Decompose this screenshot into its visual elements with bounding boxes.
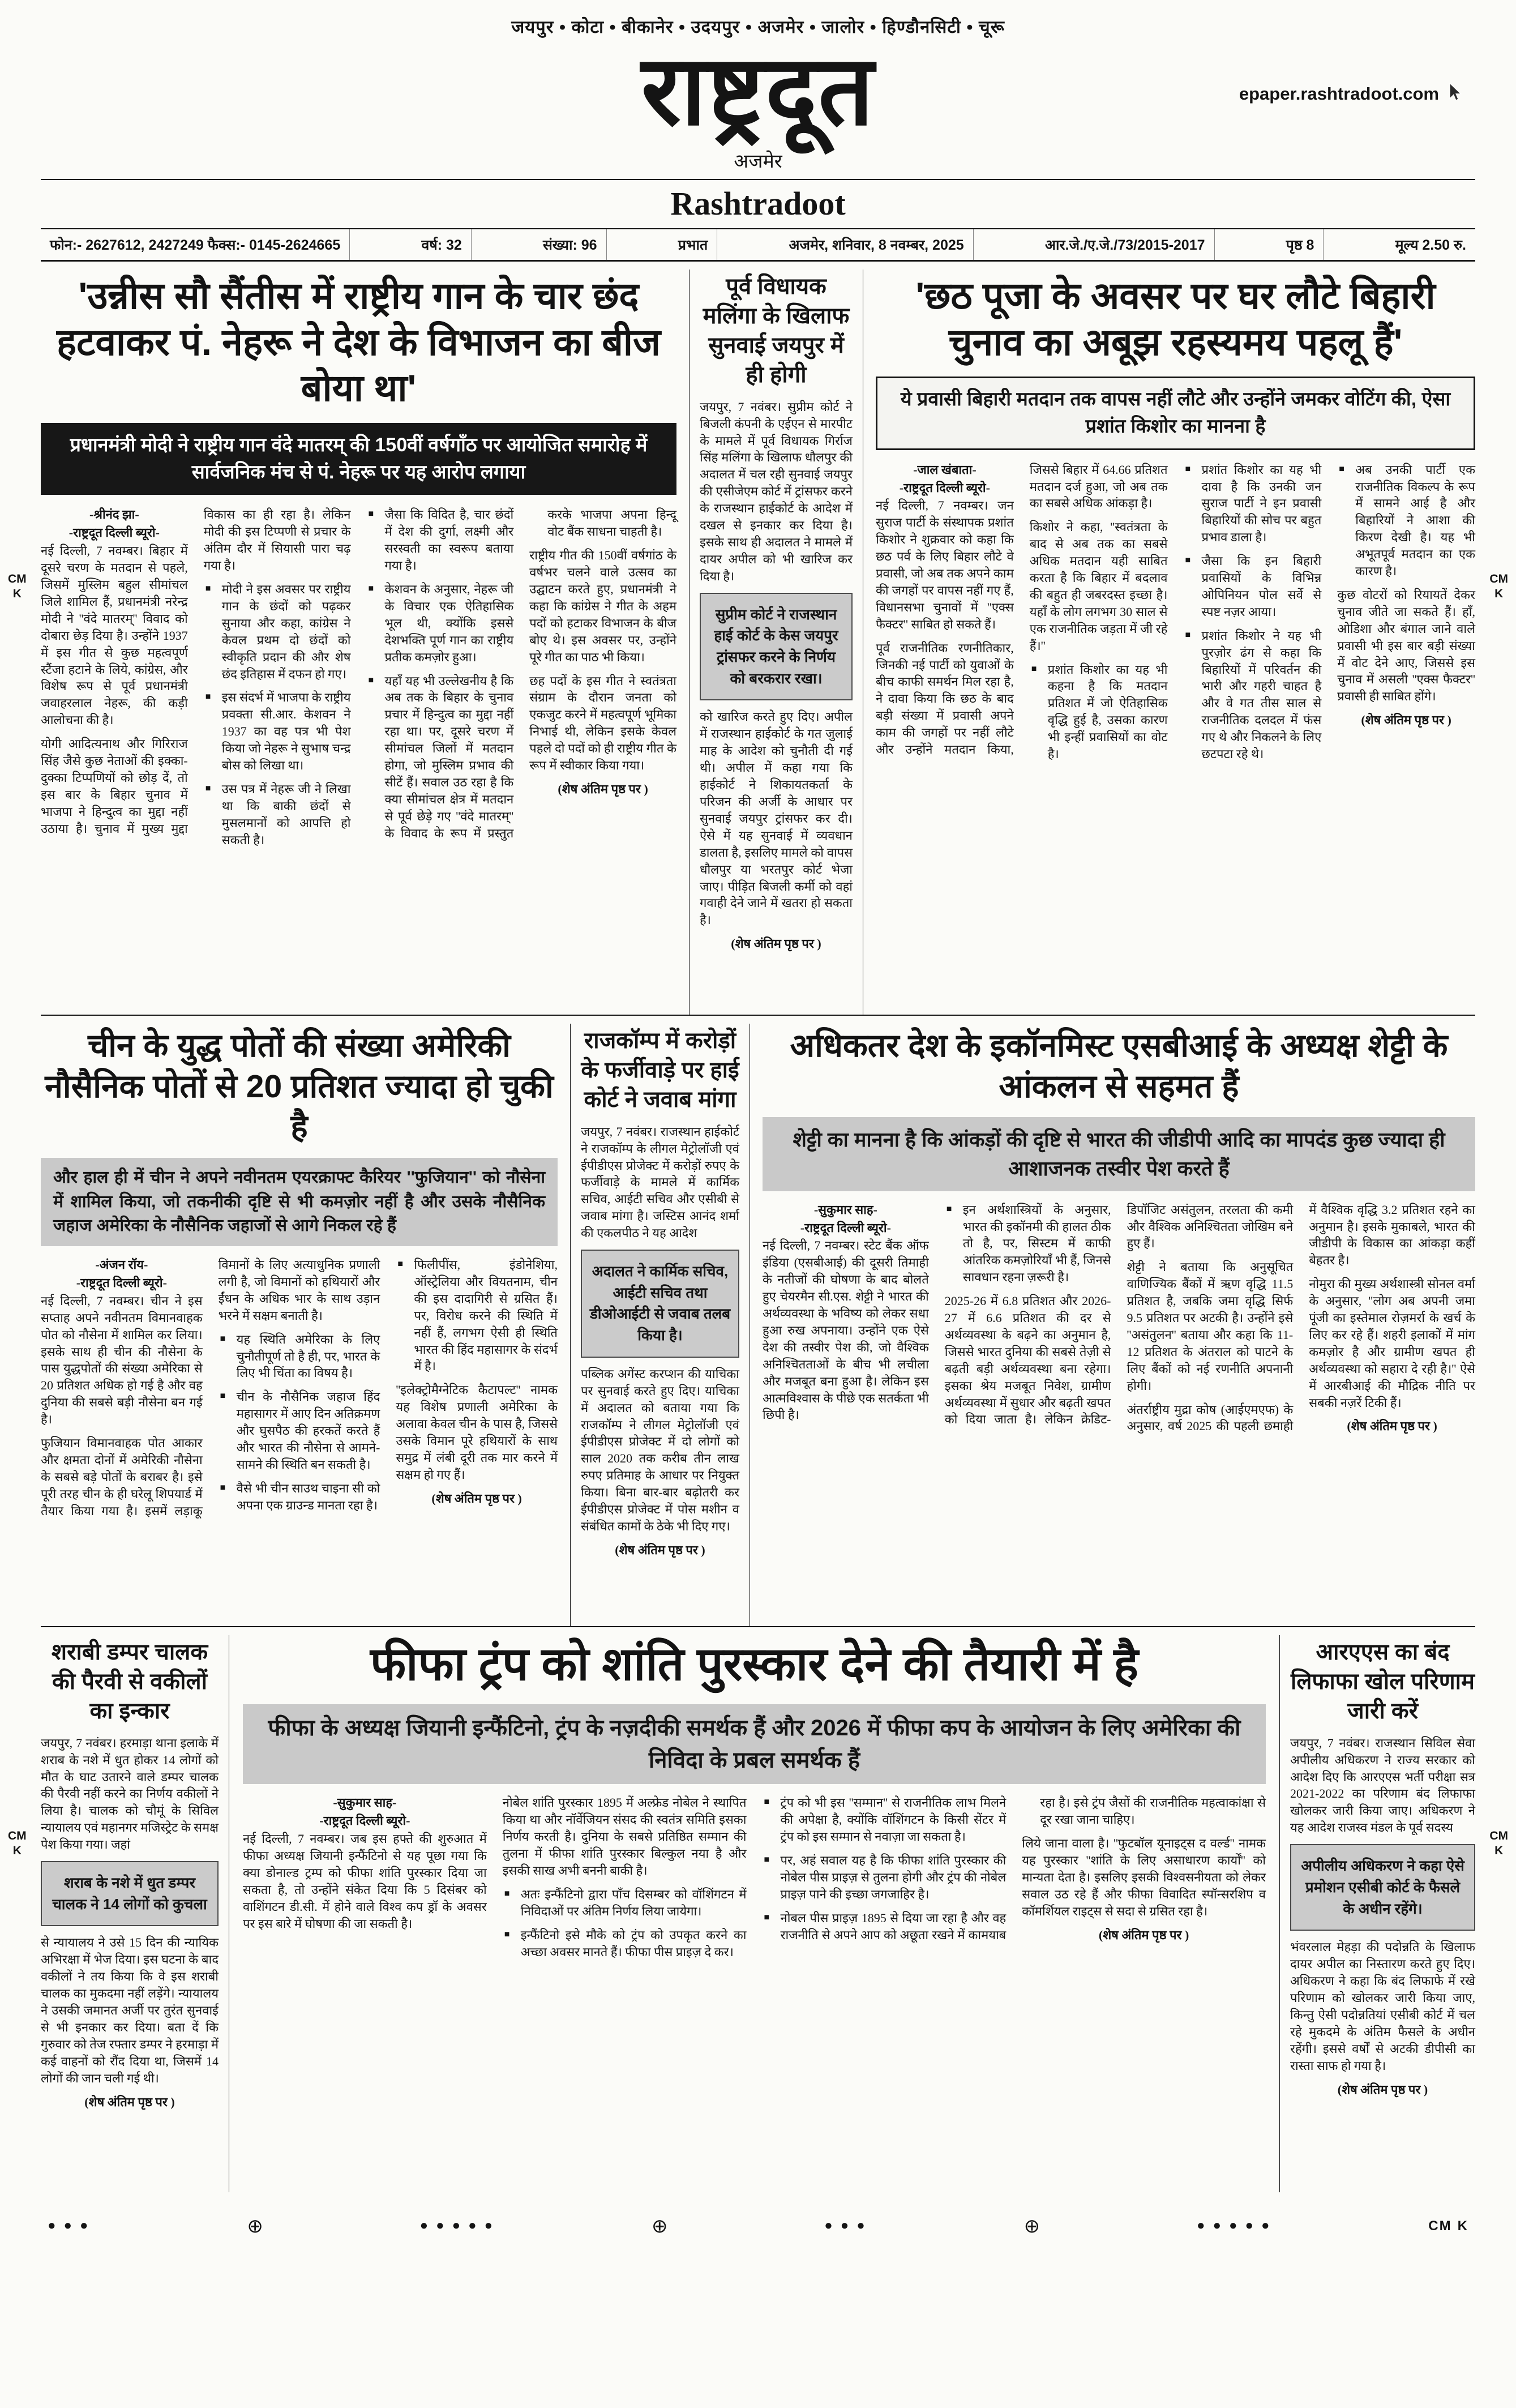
bullet-item: ■ नोबल पीस प्राइज़ 1895 से दिया जा रहा है और वह राजनीति से अपने आप को अछूता रखने में कामयाब रहा है। इसे ट्रंप जैसों की राजनीतिक महत्वाकांक्षा से दूर रखा जाना चाहिए। [763, 1794, 1266, 1960]
fifa-body [243, 1794, 1266, 1960]
k-mark: K [12, 587, 22, 601]
sbi-kicker: शेट्टी का मानना है कि आंकड़ों की दृष्टि से भारत की जीडीपी आदि का मापदंड कुछ ज्यादा ही आशाजनक तस्वीर पेश करते हैं [763, 1117, 1475, 1191]
price: मूल्य 2.50 रु. [1395, 237, 1466, 253]
paragraph: जयपुर, 7 नवंबर। सुप्रीम कोर्ट ने बिजली कंपनी के एईएन से मारपीट के मामले में पूर्व विधायक गिर्राज सिंह मलिंगा के खिलाफ धौलपुर की अदालत में चल रही सुनवाई जयपुर की एसीजेएम कोर्ट में ट्रांसफर करने के राजस्थान हाईकोर्ट के आदेश में दखल से इनकार कर दिया है। इसके साथ ही अदालत ने मामले में दायर अपील को भी खारिज कर दिया है। [700, 399, 853, 583]
bullet-item: ■ यह स्थिति अमेरिका के लिए चुनौतीपूर्ण तो है ही, पर, भारत के लिए भी चिंता का विषय है। [219, 1331, 380, 1382]
info-bar [41, 228, 1475, 262]
edition-name: प्रभात [669, 229, 718, 260]
registration-mark [8, 572, 27, 602]
volume: वर्ष: 32 [412, 229, 471, 260]
anthem-kicker: प्रधानमंत्री मोदी ने राष्ट्रीय गान वंदे मातरम् की 150वीं वर्षगाँठ पर आयोजित समारोह में सार्वजनिक मंच से पं. नेहरू पर यह आरोप लगाया [41, 423, 676, 495]
bullet-item: ■ चीन के नौसैनिक जहाज हिंद महासागर में आए दिन अतिक्रमण और घुसपैठ की हरकतें करते हैं और भारत की नौसेना से आमने-सामने की स्थिति बन सकती है। [219, 1388, 380, 1473]
story-rajcomp [570, 1024, 750, 1626]
rajcomp-body [581, 1123, 739, 1559]
china-headline: चीन के युद्ध पोतों की संख्या अमेरिकी नौसैनिक पोतों से 20 प्रतिशत ज्यादा हो चुकी है [45, 1027, 554, 1145]
cm-mark: CM [1489, 572, 1508, 585]
bihar-headline: 'छठ पूजा के अवसर पर घर लौटे बिहारी चुनाव का अबूझ रहस्यमय पहलू हैं' [915, 274, 1436, 363]
paragraph: फुजियान विमानवाहक पोत आकार और क्षमता दोनों में अमेरिकी नौसेना के सबसे बड़े पोतों के बराबर है। इसे पूरी तरह चीन के ही घरेलू शिपयार्ड में तैयार किया गया है। इसमें लड़ाकू विमानों के लिए अत्याधुनिक प्रणाली लगी है, जो विमानों को हथियारों और ईंधन के अधिक भार के साथ उड़ान भरने में सक्षम बनाती है। [41, 1257, 380, 1518]
continuation-note: (शेष अंतिम पृष्ठ पर ) [431, 1491, 522, 1505]
bullet-item: ■ वैसे भी चीन साउथ चाइना सी को अपना एक ग्राउन्ड मानता रहा है। [219, 1480, 380, 1514]
paragraph: ''इलेक्ट्रोमैग्नेटिक कैटापल्ट'' नामक यह विशेष प्रणाली अमेरिका के अलावा केवल चीन के पास है, जिससे उसके विमान पूरे हथियारों के साथ समुद्र में लंबी दूरी तक मार करने में सक्षम हो गए हैं। [396, 1383, 558, 1482]
newspaper-logo: राष्ट्रदूत [641, 38, 875, 146]
paragraph: नई दिल्ली, 7 नवम्बर। जब इस हफ्ते की शुरुआत में फीफा अध्यक्ष जियानी इन्फैंटिनो से यह पूछा गया कि क्या डोनाल्ड ट्रम्प को फीफा शांति पुरस्कार दिया जा सकता है, तो उन्होंने संकेत दिया कि 5 दिसंबर को वाशिंगटन डी.सी. में होने वाले विश्व कप ड्रॉ के अवसर पर इस बारे में घोषणा की जा सकती है। [243, 1832, 487, 1931]
bullet-item: ■ प्रशांत किशोर ने यह भी पुरज़ोर ढंग से कहा कि बिहारियों में परिवर्तन की भारी और गहरी चाहत है और वे गत तीस साल से राजनीतिक दलदल में फंस गए थे और निकलने के लिए छटपटा रहे थे। [1184, 627, 1322, 763]
bullet-item: ■ यहाँ यह भी उल्लेखनीय है कि अब तक के बिहार के चुनाव प्रचार में हिन्दुत्व का मुद्दा नहीं रहा था। पर, दूसरे चरण में सीमांचल जिलों में मतदान होगा, जो मुस्लिम प्रभाव की सीटें हैं। सवाल उठ रहा है कि क्या सीमांचल क्षेत्र में मतदान से पूर्व छेड़े गए ''वंदे मातरम्'' के विवाद के रूप में प्रस्तुत करके भाजपा अपना हिन्दू वोट बैंक साधना चाहती है। [367, 506, 677, 848]
story-china [41, 1024, 570, 1626]
story-ras [1280, 1635, 1475, 2192]
byline: -श्रीनंद झा- [89, 507, 139, 522]
bullet-item: ■ प्रशांत किशोर का यह भी दावा है कि उनकी जन सुराज पार्टी ने इन प्रवासी बिहारियों की सोच पर बहुत प्रभाव डाला है। [1184, 461, 1322, 546]
story-sbi [750, 1024, 1475, 1626]
paragraph: नई दिल्ली, 7 नवम्बर। जन सुराज पार्टी के संस्थापक प्रशांत किशोर ने शुक्रवार को कहा कि छठ पर्व के लिए बिहार लौटे वे प्रवासी, जो अब तक अपने काम की जगहों पर वापस नहीं गए हैं, विधानसभा चुनावों में ''एक्स फैक्टर'' साबित हो सकते हैं। [876, 498, 1014, 631]
ras-headline: आरएएस का बंद लिफाफा खोल परिणाम जारी करें [1291, 1639, 1475, 1723]
paragraph: अंतर्राष्ट्रीय मुद्रा कोष (आईएमएफ) के अनुसार, वर्ष 2025 की पहली छमाही में वैश्विक वृद्धि 3.2 प्रतिशत रहने का अनुमान है। इसके मुकाबले, भारत की जीडीपी के विकास का आंकड़ा कहीं बेहतर है। [1127, 1202, 1475, 1434]
byline: -सुकुमार साह- [333, 1795, 397, 1810]
continuation-note: (शेष अंतिम पृष्ठ पर ) [1361, 713, 1451, 728]
story-anthem-row [41, 270, 689, 1015]
newspaper-logo-latin: Rashtradoot [670, 185, 846, 222]
paragraph: जयपुर, 7 नवंबर। राजस्थान हाईकोर्ट ने राजकॉम्प के लीगल मेट्रोलॉजी एवं ईपीडीएस प्रोजेक्ट में करोड़ों रुपए के फर्जीवाड़े के मामले में कार्मिक सचिव, आईटी सचिव और एसीबी से जवाब मांगा है। जस्टिस आनंद शर्मा की एकलपीठ ने यह आदेश [581, 1124, 739, 1241]
byline: -राष्ट्रदूत दिल्ली ब्यूरो- [76, 1275, 167, 1290]
bullet-item: ■ फिलीपींस, इंडोनेशिया, ऑस्ट्रेलिया और वियतनाम, चीन की इस दादागिरी से ग्रसित हैं। पर, विरोध करने की स्थिति में नहीं हैं, लगभग ऐसी ही स्थिति भारत की हिंद महासागर के संदर्भ में है। [396, 1256, 558, 1375]
registration-mark [8, 1829, 27, 1859]
color-dots: ● ● ● [48, 2218, 91, 2234]
continuation-note: (शेष अंतिम पृष्ठ पर ) [1098, 1927, 1189, 1942]
bullet-item: ■ अब उनकी पार्टी एक राजनीतिक विकल्प के रूप में सामने आई है और बिहारियों ने आशा की किरण देखी है। यह भी अभूतपूर्व मतदान का एक कारण है। [1337, 461, 1475, 580]
logo-row [41, 40, 1475, 145]
paragraph: किशोर ने कहा, ''स्वतंत्रता के बाद से अब तक का सबसे अधिक मतदान यही साबित करता है कि बिहार में बदलाव की बहुत ही जबरदस्त इच्छा है। यहाँ के लोग लगभग 30 साल से एक राजनीतिक जड़ता में जी रहे हैं।'' [1029, 520, 1168, 653]
dumper-body [41, 1735, 219, 2111]
masthead [41, 15, 1475, 223]
paragraph: लिये जाना वाला है। ''फुटबॉल यूनाइट्स द वर्ल्ड'' नामक यह पुरस्कार ''शांति के लिए असाधारण कार्यों'' को मान्यता देता है। इसलिए इसकी विश्वसनीयता को लेकर सवाल उठ रहे हैं और फीफा विवादित स्पॉन्सरशिप व कॉमर्शियल राइट्स से सदा से ग्रसित रहा है। [1022, 1836, 1266, 1918]
story-malinga [689, 270, 863, 1015]
k-mark: K [1457, 2218, 1468, 2234]
continuation-note: (शेष अंतिम पृष्ठ पर ) [1347, 1419, 1437, 1434]
paragraph: जयपुर, 7 नवंबर। राजस्थान सिविल सेवा अपीलीय अधिकरण ने राज्य सरकार को आदेश दिए कि आरएएस भर्ती परीक्षा सत्र 2021-2022 का परिणाम बंद लिफाफा खोलकर जारी किया जाए। अधिकरण ने यह आदेश राजस्व मंडल के पूर्व सदस्य [1290, 1735, 1475, 1835]
dateline: अजमेर, शनिवार, 8 नवम्बर, 2025 [780, 229, 973, 260]
paragraph: राष्ट्रीय गीत की 150वीं वर्षगांठ के वर्षभर चलने वाले उत्सव का उद्घाटन करते हुए, प्रधानमंत्री ने कहा कि कांग्रेस ने गीत के अहम पदों को हटाकर विभाजन के बीज बोए थे। इस अवसर पर, उन्होंने पूरे गीत का पाठ भी किया। [529, 548, 676, 664]
registration-mark [1489, 1829, 1508, 1859]
fifa-headline: फीफा ट्रंप को शांति पुरस्कार देने की तैयारी में है [370, 1638, 1138, 1690]
bihar-kicker: ये प्रवासी बिहारी मतदान तक वापस नहीं लौटे और उन्होंने जमकर वोटिंग की, ऐसा प्रशांत किशोर का मानना है [876, 377, 1475, 450]
continuation-note: (शेष अंतिम पृष्ठ पर ) [1337, 2082, 1428, 2097]
print-registration-row [41, 2212, 1475, 2238]
crosshair-registration-icon: ⊕ [651, 2215, 668, 2237]
epaper-url[interactable]: epaper.rashtradoot.com [1239, 83, 1439, 104]
ras-highlight-box: अपीलीय अधिकरण ने कहा ऐसे प्रमोशन एसीबी कोर्ट के फैसले के अधीन रहेंगे। [1290, 1844, 1475, 1931]
continuation-note: (शेष अंतिम पृष्ठ पर ) [558, 782, 648, 797]
crosshair-registration-icon: ⊕ [1023, 2215, 1040, 2237]
dumper-highlight-box: शराब के नशे में धुत डम्पर चालक ने 14 लोगों को कुचला [41, 1861, 219, 1926]
cm-mark: CM [1428, 2218, 1452, 2234]
paragraph: योगी आदित्यनाथ और गिरिराज सिंह जैसे कुछ नेताओं की इक्का-दुक्का टिप्पणियों को छोड़ दें, तो इस बार के बिहार चुनाव में भाजपा ने हिन्दुत्व का मुद्दा नहीं उठाया है। चुनाव में मुख्य मुद्दा विकास का ही रहा है। लेकिन मोदी की इस टिप्पणी से प्रचार के अंतिम दौर में सियासी पारा चढ़ गया है। [41, 507, 351, 836]
story-bihar [863, 270, 1475, 1015]
bullet-item: ■ मोदी ने इस अवसर पर राष्ट्रीय गान के छंदों को पढ़कर सुनाया और कहा, कांग्रेस ने केवल प्रथम दो छंदों को स्वीकृति प्रदान की और शेष छंद इतिहास में दफन हो गए। [204, 581, 351, 682]
byline: -राष्ट्रदूत दिल्ली ब्यूरो- [68, 525, 160, 540]
malinga-highlight-box: सुप्रीम कोर्ट ने राजस्थान हाई कोर्ट के केस जयपुर ट्रांसफर करने के निर्णय को बरकरार रखा। [700, 593, 853, 701]
bottom-band [41, 1626, 1475, 2192]
bullet-item: ■ प्रशांत किशोर का यह भी कहना है कि मतदान प्रतिशत में जो ऐतिहासिक वृद्धि हुई है, उसका कारण भी इन्हीं प्रवासियों का वोट है। [1030, 661, 1168, 763]
ras-body [1290, 1735, 1475, 2098]
byline: -अंजन रॉय- [95, 1257, 148, 1272]
paragraph: नई दिल्ली, 7 नवम्बर। स्टेट बैंक ऑफ इंडिया (एसबीआई) की दूसरी तिमाही के नतीजों की घोषणा के बाद बोलते हुए चेयरमैन सी.एस. शेट्टी ने भारत की अर्थव्यवस्था के भविष्य को लेकर सधा हुआ रुख अपनाया। उन्होंने एक ऐसे देश की तस्वीर पेश की, जो वैश्विक अनिश्चितताओं के बीच भी लचीला और मजबूत बना हुआ है। लेकिन इस आत्मविश्वास के पीछे एक सतर्कता भी छिपी है। [763, 1238, 929, 1422]
cm-mark: CM [8, 572, 27, 585]
phone-fax: फोन:- 2627612, 2427249 फैक्स:- 0145-2624665 [41, 229, 350, 260]
fifa-kicker: फीफा के अध्यक्ष जियानी इन्फैंटिनो, ट्रंप के नज़दीकी समर्थक हैं और 2026 में फीफा कप के आयोजन के लिए अमेरिका की निविदा के प्रबल समर्थक हैं [243, 1704, 1266, 1785]
paragraph: जयपुर, 7 नवंबर। हरमाड़ा थाना इलाके में शराब के नशे में धुत होकर 14 लोगों को मौत के घाट उतारने वाले डम्पर चालक की पैरवी नहीं करने का निर्णय वकीलों ने लिया है। चालक को चौमूं के सिविल न्यायालय एवं महानगर मजिस्ट्रेट के समक्ष पेश किया गया। जहां [41, 1735, 219, 1852]
paragraph: छह पदों के इस गीत ने स्वतंत्रता संग्राम के दौरान जनता को एकजुट करने में महत्वपूर्ण भूमिका निभाई थी, लेकिन इसके केवल पहले दो पदों को ही राष्ट्रीय गीत के रूप में स्वीकार किया गया। [529, 673, 676, 773]
byline: -राष्ट्रदूत दिल्ली ब्यूरो- [800, 1220, 891, 1235]
paragraph: शेट्टी ने बताया कि अनुसूचित वाणिज्यिक बैंकों में ऋण वृद्धि 11.5 प्रतिशत है, जबकि जमा वृद्धि सिर्फ 9.5 प्रतिशत पर अटकी है। उन्होंने इसे ''असंतुलन'' बताया और कहा कि 11-12 प्रतिशत के अंतराल को पाटने के लिए बैंकों को नई रणनीति अपनानी होगी। [1127, 1260, 1294, 1393]
bullet-item: ■ उस पत्र में नेहरू जी ने लिखा था कि बाकी छंदों से मुसलमानों को आपत्ति हो सकती है। [204, 781, 351, 849]
cities-line: जयपुर • कोटा • बीकानेर • उदयपुर • अजमेर • जालोर • हिण्डौनसिटी • चूरू [511, 17, 1005, 37]
paragraph: से न्यायालय ने उसे 15 दिन की न्यायिक अभिरक्षा में भेज दिया। इस घटना के बाद वकीलों ने तय किया कि वे इस शराबी चालक का मुकदमा नहीं लड़ेंगे। न्यायालय ने उसकी जमानत अर्जी पर तुरंत सुनवाई से भी इनकार कर दिया। बता दें कि गुरुवार को तेज रफ्तार डम्पर ने हरमाड़ा में कई वाहनों को रौंद दिया था, जिसमें 14 लोगों की जान चली गई थी। [41, 1935, 219, 2085]
malinga-body [700, 399, 853, 952]
continuation-note: (शेष अंतिम पृष्ठ पर ) [84, 2094, 175, 2109]
k-mark: K [1494, 1844, 1504, 1858]
paragraph: कुछ वोटरों को रियायतें देकर चुनाव जीते जा सकते हैं। हाँ, ओडिशा और बंगाल जाने वाले प्रवासी भी इस बार बड़ी संख्या में वोट देने आए, जिससे इस चुनाव में असली ''एक्स फैक्टर'' प्रवासी ही साबित होंगे। [1337, 587, 1475, 704]
registration-number: आर.जे./ए.जे./73/2015-2017 [1036, 229, 1215, 260]
cm-mark: CM [1489, 1829, 1508, 1842]
bullet-item: ■ इन्फैंटिनो इसे मौके को ट्रंप को उपकृत करने का अच्छा अवसर मानते हैं। फीफा पीस प्राइज़ दे कर। [503, 1927, 747, 1961]
paragraph: 2025-26 में 6.8 प्रतिशत और 2026-27 में 6.6 प्रतिशत की दर से अर्थव्यवस्था के बढ़ने का अनुमान है, जिससे भारत दुनिया की सबसे तेज़ी से बढ़ती बड़ी अर्थव्यवस्था बना रहेगा। इसका श्रेय मजबूत निवेश, ग्रामीण अर्थव्यवस्था में सुधार और बढ़ती खपत को दिया जाता है। लेकिन क्रेडिट-डिपॉजिट असंतुलन, तरलता की कमी और वैश्विक अनिश्चितता जोखिम बने हुए हैं। [944, 1202, 1294, 1427]
paragraph: भंवरलाल मेहड़ा की पदोन्नति के खिलाफ दायर अपील का निस्तारण करते हुए दिए। अधिकरण ने कहा कि बंद लिफाफे में रखे परिणाम को खोलकर जारी किया जाए, किन्तु ऐसी पदोन्नतियां एसीबी कोर्ट में चल रहे मुकदमे के अंतिम फैसले के अधीन रहेंगी। इससे वर्षों से अटकी डीपीसी का रास्ता साफ हो गया है। [1290, 1940, 1475, 2073]
byline: -जाल खंबाता- [913, 462, 977, 477]
sbi-body [763, 1201, 1475, 1435]
paragraph: नई दिल्ली, 7 नवम्बर। चीन ने इस सप्ताह अपने नवीनतम विमानवाहक पोत को नौसेना में शामिल कर लिया। इसके साथ ही चीन की नौसेना के पास युद्धपोतों की संख्या अमेरिका से 20 प्रतिशत अधिक हो गई है और वह दुनिया की सबसे बड़ी नौसेना बन गई है। [41, 1293, 203, 1427]
byline: -राष्ट्रदूत दिल्ली ब्यूरो- [899, 480, 990, 495]
cm-mark: CM [8, 1829, 27, 1842]
byline: -सुकुमार साह- [813, 1202, 877, 1217]
china-body [41, 1256, 558, 1520]
registration-mark [1489, 572, 1508, 602]
anthem-headline: 'उन्नीस सौ सैंतीस में राष्ट्रीय गान के चार छंद हटवाकर पं. नेहरू ने देश के विभाजन का बीज बोया था' [57, 274, 661, 409]
cursor-icon [1445, 82, 1465, 106]
china-kicker: और हाल ही में चीन ने अपने नवीनतम एयरक्राफ्ट कैरियर ''फुजियान'' को नौसेना में शामिल किया, जो तकनीकी दृष्टि से भी कमज़ोर नहीं है और उसके नौसैनिक जहाज अमेरिका के नौसैनिक जहाजों से आगे निकल रहे हैं [41, 1158, 558, 1246]
paragraph: पब्लिक अगेंस्ट करप्शन की याचिका पर सुनवाई करते हुए दिए। याचिका में अदालत को बताया गया कि राजकॉम्प ने लीगल मेट्रोलॉजी एवं ईपीडीएस प्रोजेक्ट में दो लोगों को साल 2020 तक करीब तीन लाख रुपए प्रतिमाह के आधार पर नियुक्त किया। बिना बार-बार बढ़ोतरी कर ईपीडीएस प्रोजेक्ट में पोस मशीन व संबंधित कामों के ठेके भी दिए गए। [581, 1366, 739, 1533]
middle-band [41, 1015, 1475, 1626]
paragraph: नई दिल्ली, 7 नवम्बर। बिहार में दूसरे चरण के मतदान से पहले, जिसमें मुस्लिम बहुल सीमांचल जिले शामिल हैं, प्रधानमंत्री नरेन्द्र मोदी ने ''वंदे मातरम्'' विवाद को दोबारा छेड़ दिया है। उन्होंने 1937 में इस गीत से कुछ महत्वपूर्ण स्टैंजा हटाने के लिये, कांग्रेस, और विशेष रूप से पूर्व प्रधानमंत्री जवाहरलाल नेहरू, की कड़ी आलोचना की है। [41, 544, 188, 728]
paragraph: नोबेल शांति पुरस्कार 1895 में अल्फ्रेड नोबेल ने स्थापित किया था और नॉर्वेजियन संसद की स्वतंत्र समिति इसका निर्णय करती है। दुनिया के सबसे प्रतिष्ठित सम्मान की तुलना में फीफा शांति पुरस्कार बिल्कुल नया है और इसकी साख अभी बननी बाकी है। [502, 1795, 747, 1877]
bullet-item: ■ इन अर्थशास्त्रियों के अनुसार, भारत की इकॉनमी की हालत ठीक तो है, पर, सिस्टम में काफी आंतरिक कमज़ोरियाँ भी हैं, जिनसे सावधान रहना ज़रूरी है। [945, 1201, 1111, 1286]
color-dots: ● ● ● ● ● [419, 2218, 495, 2234]
bullet-item: ■ अतः इन्फैंटिनो द्वारा पाँच दिसम्बर को वॉशिंगटन में निविदाओं पर अंतिम निर्णय लिया जायेगा। [503, 1886, 747, 1920]
bullet-item: ■ केशवन के अनुसार, नेहरू जी के विचार एक ऐतिहासिक भूल थी, क्योंकि इससे देशभक्ति पूर्ण गान का राष्ट्रीय प्रतीक कमज़ोर हुआ। [367, 581, 514, 666]
issue-number: संख्या: 96 [534, 229, 607, 260]
story-fifa [229, 1635, 1280, 2192]
malinga-headline: पूर्व विधायक मलिंगा के खिलाफ सुनवाई जयपुर में ही होगी [703, 273, 850, 387]
bullet-item: ■ जैसा कि विदित है, चार छंदों में देश की दुर्गा, लक्ष्मी और सरस्वती का स्वरूप बताया गया है। [367, 506, 514, 574]
bullet-item: ■ ट्रंप को भी इस ''सम्मान'' से राजनीतिक लाभ मिलने की अपेक्षा है, क्योंकि वॉशिंगटन के किसी सेंटर में ट्रंप को इस सम्मान से नवाज़ा जा सकता है। [763, 1794, 1007, 1845]
bullet-item: ■ पर, अहं सवाल यह है कि फीफा शांति पुरस्कार की नोबेल पीस प्राइज़ से तुलना होगी और ट्रंप की नोबेल प्राइज़ पाने की इच्छा जगजाहिर है। [763, 1852, 1007, 1903]
paragraph: नोमुरा की मुख्य अर्थशास्त्री सोनल वर्मा के अनुसार, ''लोग अब अपनी जमा पूंजी का इस्तेमाल रोज़मर्रा के खर्च के लिए कर रहे हैं। शहरी इलाकों में मांग कमज़ोर है और ग्रामीण खपत ही अर्थव्यवस्था को सहारा दे रही है।'' ऐसे में आरबीआई की मौद्रिक नीति पर सबकी नज़रें टिकी हैं। [1309, 1277, 1475, 1410]
page-count: पृष्ठ 8 [1277, 229, 1324, 260]
crosshair-registration-icon: ⊕ [247, 2215, 263, 2237]
paragraph: पूर्व राजनीतिक रणनीतिकार, जिनकी नई पार्टी को युवाओं के बीच काफी समर्थन मिल रहा है, ने दावा किया कि छठ के बाद बड़ी संख्या में प्रवासी अपने काम की जगहों पर नहीं लौटे और उन्होंने मतदान किया, जिससे बिहार में 64.66 प्रतिशत मतदान दर्ज हुआ, जो अब तक का सबसे अधिक आंकड़ा है। [876, 462, 1168, 757]
byline: -राष्ट्रदूत दिल्ली ब्यूरो- [319, 1814, 410, 1828]
sbi-headline: अधिकतर देश के इकॉनमिस्ट एसबीआई के अध्यक्ष शेट्टी के आंकलन से सहमत हैं [790, 1027, 1448, 1105]
rajcomp-highlight-box: अदालत ने कार्मिक सचिव, आईटी सचिव तथा डीओआईटी से जवाब तलब किया है। [581, 1250, 739, 1358]
paragraph: को खारिज करते हुए दिए। अपील में राजस्थान हाईकोर्ट के गत जुलाई माह के आदेश को चुनौती दी गई थी। अपील में कहा गया कि हाईकोर्ट ने शिकायतकर्ता के परिजन की अर्जी के आधार पर सुनवाई जयपुर ट्रांसफर कर दी। ऐसे में यह सुनवाई में व्यवधान डालता है, इसलिए मामले को वापस धौलपुर या भरतपुर कोर्ट भेजा जाए। पीड़ित बिजली कर्मी को वहां गवाही देने जाने में खतरा हो सकता है। [700, 709, 853, 927]
anthem-body [41, 506, 676, 848]
bullet-item: ■ जैसा कि इन बिहारी प्रवासियों के विभिन्न ओपिनियन पोल सर्वे से स्पष्ट नज़र आया। [1184, 553, 1322, 621]
rajcomp-headline: राजकॉम्प में करोड़ों के फर्जीवाड़े पर हाई कोर्ट ने जवाब मांगा [581, 1028, 739, 1112]
cmk-mark [1428, 2218, 1468, 2234]
epaper-link[interactable] [1239, 82, 1465, 106]
k-mark: K [1494, 587, 1504, 601]
color-dots: ● ● ● ● ● [1196, 2218, 1272, 2234]
k-mark: K [12, 1844, 22, 1858]
latin-logo-wrap [41, 179, 1475, 223]
continuation-note: (शेष अंतिम पृष्ठ पर ) [731, 936, 821, 951]
story-dumper [41, 1635, 229, 2192]
bihar-body [876, 461, 1475, 763]
dumper-headline: शराबी डम्पर चालक की पैरवी से वकीलों का इन्कार [51, 1639, 208, 1723]
bullet-item: ■ इस संदर्भ में भाजपा के राष्ट्रीय प्रवक्ता सी.आर. केशवन ने 1937 का वह पत्र भी पेश किया जो नेहरू ने सुभाष चन्द्र बोस को लिखा था। [204, 689, 351, 774]
continuation-note: (शेष अंतिम पृष्ठ पर ) [615, 1542, 705, 1557]
color-dots: ● ● ● [824, 2218, 867, 2234]
edition-city: अजमेर [734, 151, 782, 172]
top-band [41, 262, 1475, 1015]
